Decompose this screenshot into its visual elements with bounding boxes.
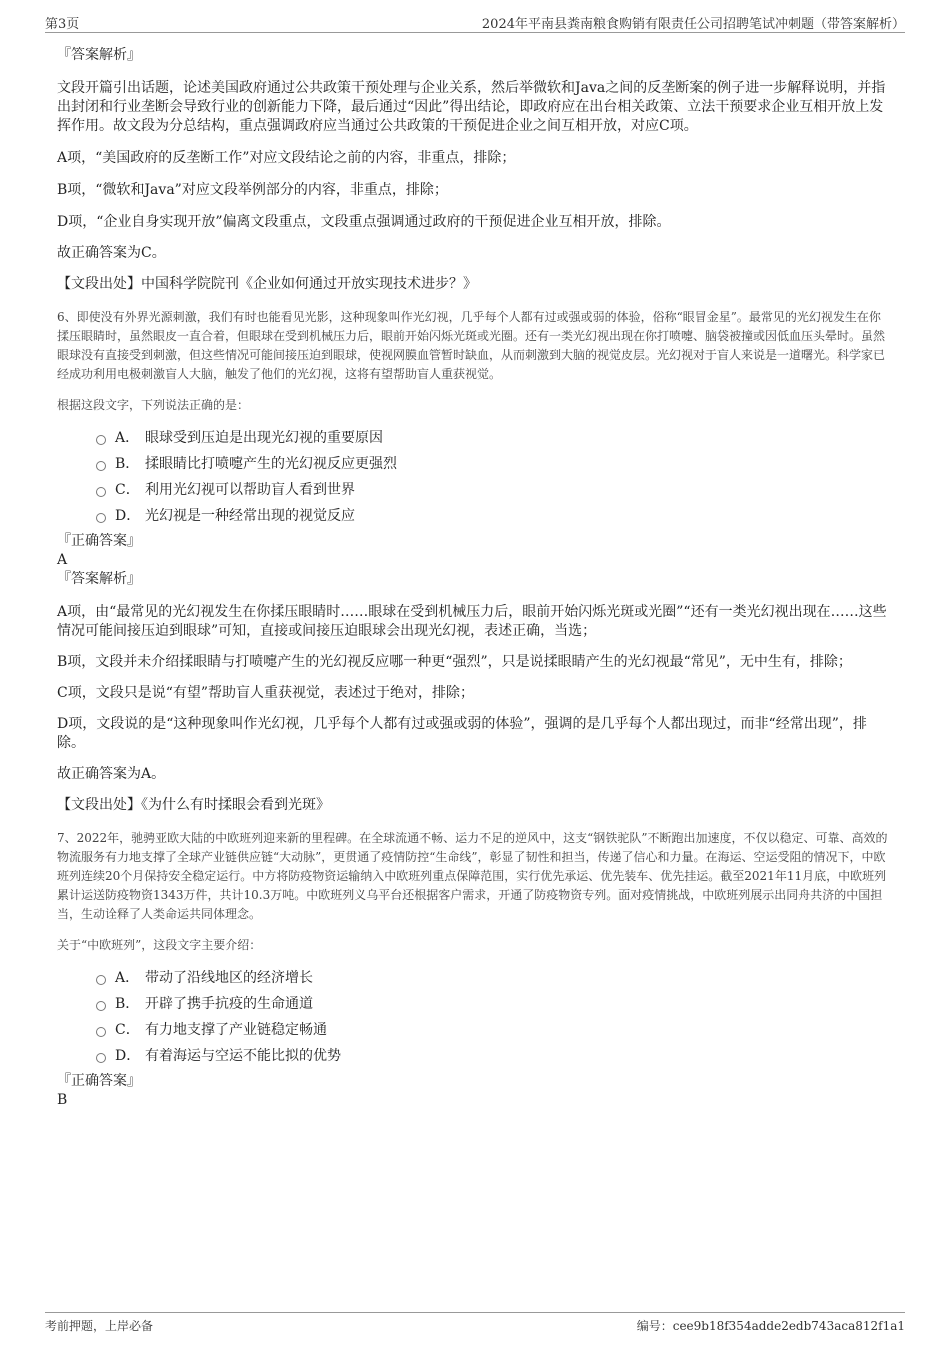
q6-option-b[interactable]: B． 揉眼睛比打喷嚏产生的光幻视反应更强烈 [57,454,889,480]
q6-analysis-c: C项，文段只是说“有望”帮助盲人重获视觉，表述过于绝对，排除； [57,685,475,701]
q6-stem: 6、即使没有外界光源刺激，我们有时也能看见光影，这种现象叫作光幻视，几乎每个人都有过或强或弱的体验，俗称“眼冒金星”。最常见的光幻视发生在你揉压眼睛时，虽然眼皮一直合着，但眼球在受到机械压力后，眼前开始闪烁光斑或光圈。还有一类光幻视出现在你打喷嚏、脑袋被撞或因低血压头晕时。虽然眼球没有直接受到刺激，但这些情况可能间接压迫到眼球，使视网膜血管暂时缺血，从而刺激到大脑的视觉皮层。光幻视对于盲人来说是一道曙光。科学家已经成功利用电极刺激盲人大脑，触发了他们的光幻视，这将有望帮助盲人重获视觉。 [57,310,886,381]
q6-question: 根据这段文字，下列说法正确的是： [57,398,250,412]
radio-icon[interactable] [96,461,106,471]
q6-analysis-title: 『答案解析』 [57,571,141,587]
radio-icon[interactable] [96,975,106,985]
q6-option-c[interactable]: C． 利用光幻视可以帮助盲人看到世界 [57,480,889,506]
q7-question: 关于“中欧班列”，这段文字主要介绍： [57,938,262,952]
q5-source: 【文段出处】中国科学院院刊《企业如何通过开放实现技术进步？》 [57,276,477,292]
q7-answer-title: 『正确答案』 [57,1073,141,1089]
page-footer [45,1312,905,1333]
document-id: 编号：cee9b18f354adde2edb743aca812f1a1 [636,1319,905,1333]
q5-analysis-title: 『答案解析』 [57,47,141,63]
radio-icon[interactable] [96,435,106,445]
q6-option-a[interactable]: A． 眼球受到压迫是出现光幻视的重要原因 [57,428,889,454]
radio-icon[interactable] [96,1053,106,1063]
q6-conclusion: 故正确答案为A。 [57,766,166,782]
q7-option-c[interactable]: C． 有力地支撑了产业链稳定畅通 [57,1020,889,1046]
q5-analysis-text: 文段开篇引出话题，论述美国政府通过公共政策干预处理与企业关系，然后举微软和Java之间的反垄断案的例子进一步解释说明，并指出封闭和行业垄断会导致行业的创新能力下降，最后通过“因此”得出结论，即政府应在出台相关政策、立法干预要求企业互相开放上发挥作用。故文段为分总结构，重点强调政府应当通过公共政策的干预促进企业之间互相开放，对应C项。 [57,80,886,134]
q7-answer: B [57,1092,68,1108]
q6-option-d[interactable]: D． 光幻视是一种经常出现的视觉反应 [57,506,889,532]
q7-stem: 7、2022年，驰骋亚欧大陆的中欧班列迎来新的里程碑。在全球流通不畅、运力不足的逆风中，这支“钢铁驼队”不断跑出加速度，不仅以稳定、可靠、高效的物流服务有力地支撑了全球产业链供应链“大动脉”，更贯通了疫情防控“生命线”，彰显了韧性和担当，传递了信心和力量。在海运、空运受阻的情况下，中欧班列连续20个月保持安全稳定运行。中方将防疫物资运输纳入中欧班列重点保障范围，实行优先承运、优先装车、优先挂运。截至2021年11月底，中欧班列累计运送防疫物资1343万件，共计10.3万吨。中欧班列义乌平台还根据客户需求，开通了防疫物资专列。面对疫情挑战，中欧班列展示出同舟共济的中国担当，生动诠释了人类命运共同体理念。 [57,831,888,921]
q6-analysis-b: B项，文段并未介绍揉眼睛与打喷嚏产生的光幻视反应哪一种更“强烈”，只是说揉眼睛产生的光幻视最“常见”，无中生有，排除； [57,654,852,670]
q7-option-d[interactable]: D． 有着海运与空运不能比拟的优势 [57,1046,889,1072]
radio-icon[interactable] [96,487,106,497]
q6-options [57,428,889,532]
q6-answer-title: 『正确答案』 [57,533,141,549]
q5-analysis-a: A项，“美国政府的反垄断工作”对应文段结论之前的内容，非重点，排除； [57,150,516,166]
radio-icon[interactable] [96,513,106,523]
q6-answer: A [57,552,68,568]
q7-options [57,968,889,1072]
radio-icon[interactable] [96,1027,106,1037]
q6-source: 【文段出处】《为什么有时揉眼会看到光斑》 [57,797,330,813]
q7-option-a[interactable]: A． 带动了沿线地区的经济增长 [57,968,889,994]
radio-icon[interactable] [96,1001,106,1011]
q6-analysis-a: A项，由“最常见的光幻视发生在你揉压眼睛时……眼球在受到机械压力后，眼前开始闪烁光斑或光圈”“还有一类光幻视出现在……这些情况可能间接压迫到眼球”可知，直接或间接压迫眼球会出现光幻视，表述正确，当选； [57,604,887,639]
q6-analysis-d: D项，文段说的是“这种现象叫作光幻视，几乎每个人都有过或强或弱的体验”，强调的是几乎每个人都出现过，而非“经常出现”，排除。 [57,716,867,751]
page-number: 第3页 [45,17,80,32]
q5-analysis-b: B项，“微软和Java”对应文段举例部分的内容，非重点，排除； [57,182,448,198]
document-title: 2024年平南县粪南粮食购销有限责任公司招聘笔试冲刺题（带答案解析） [481,17,905,32]
q7-option-b[interactable]: B． 开辟了携手抗疫的生命通道 [57,994,889,1020]
footer-slogan: 考前押题，上岸必备 [45,1319,154,1333]
page-content [57,43,889,1110]
q5-analysis-d: D项，“企业自身实现开放”偏离文段重点，文段重点强调通过政府的干预促进企业互相开放，排除。 [57,214,671,230]
page-header [45,12,905,33]
q5-conclusion: 故正确答案为C。 [57,245,166,261]
